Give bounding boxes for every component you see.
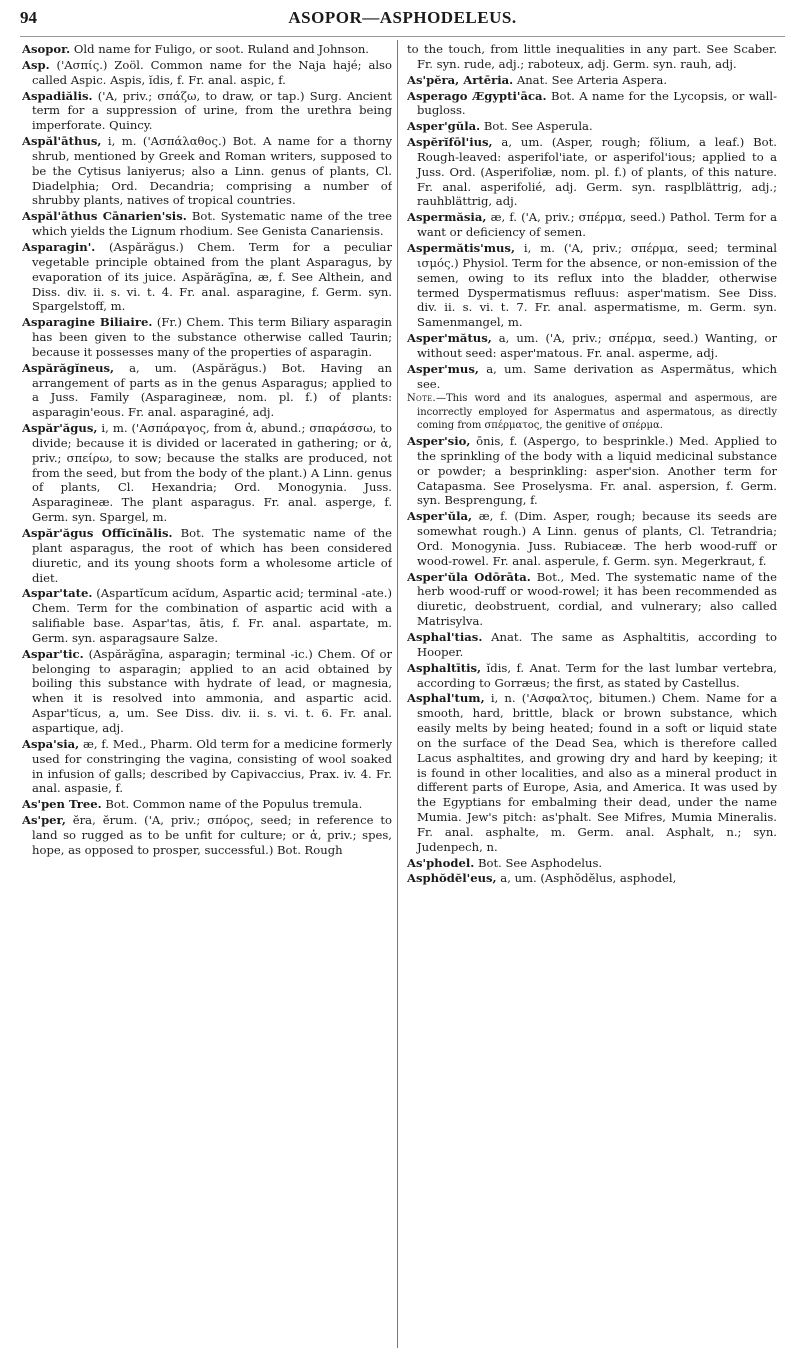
dictionary-entry xyxy=(22,813,392,858)
entry-definition: Bot. A name for the Lycopsis, or wall-bugloss. xyxy=(417,88,777,118)
dictionary-entry xyxy=(407,570,777,629)
entry-headword: Asperago Ægypti'āca. xyxy=(407,88,547,103)
entry-headword: As'pen Tree. xyxy=(22,797,102,812)
dictionary-entry xyxy=(22,361,392,420)
entry-definition: i, m. ('A, priv.; σπέρμα, seed; terminal ισμός.) Physiol. Term for the absence, or non-emission of the semen, owing to its reflux into the bladder, otherwise termed Dyspermatismus refluus: asper'matism. See Diss. div. ii. s. vi. t. 7. Fr. anal. aspermatisme, m. Germ. syn. Samenmangel, m. xyxy=(417,240,777,330)
dictionary-entry xyxy=(407,362,777,392)
running-head: ASOPOR—ASPHODELEUS. xyxy=(288,8,517,27)
entry-definition: (Aspartĭcum acĭdum, Aspartic acid; terminal -ate.) Chem. Term for the combination of aspartic acid with a salifiable base. Aspar'tas, ātis, f. Fr. anal. aspartate, m. Germ. syn. asparagsaure Salze. xyxy=(32,586,392,645)
entry-definition: æ, f. ('A, priv.; σπέρμα, seed.) Pathol. Term for a want or deficiency of semen. xyxy=(417,210,777,240)
entry-definition: a, um. Same derivation as Aspermătus, which see. xyxy=(417,361,777,391)
dictionary-entry xyxy=(22,737,392,796)
entry-headword: Aspăl'āthus Cānarien'sis. xyxy=(22,209,187,224)
dictionary-entry xyxy=(407,856,777,871)
entry-definition: Old name for Fuligo, or soot. Ruland and Johnson. xyxy=(70,42,369,56)
right-column xyxy=(407,42,777,1347)
entry-definition: —This word and its analogues, aspermal and aspermous, are incorrectly employed for Aspermatus and aspermatous, as directly coming from σπέρματος, the genitive of σπέρμα. xyxy=(417,393,777,431)
entry-headword: Asparagin'. xyxy=(22,239,96,254)
entry-definition: a, um. (Asper, rough; fŏlium, a leaf.) Bot. Rough-leaved: asperifol'iate, or asperifol'ious; applied to a Juss. Ord. (Asperifoliæ, nom. pl. f.) of plants, of this nature. Fr. anal. asperifolié, adj. Germ. syn. rasplblättrig, adj.; rauhblättrig, adj. xyxy=(417,135,777,209)
dictionary-entry xyxy=(407,509,777,568)
entry-headword: Asphaltītis, xyxy=(407,660,482,675)
entry-headword: Asper'ŭla, xyxy=(407,509,473,524)
entry-definition: a, um. ('A, priv.; σπέρμα, seed.) Wanting, or without seed: asper'matous. Fr. anal. asperme, adj. xyxy=(417,331,777,360)
dictionary-entry xyxy=(407,73,777,88)
entry-definition: ('Ασπίς.) Zoöl. Common name for the Naja hajé; also called Aspic. Aspis, ĭdis, f. Fr. anal. aspic, f. xyxy=(32,57,392,87)
entry-headword: Aspadiălis. xyxy=(22,88,93,103)
entry-definition: æ, f. Med., Pharm. Old term for a medicine formerly used for constringing the vagina, consisting of wool soaked in infusion of galls; described by Capivaccius, Prax. iv. 4. Fr. anal. aspasie, f. xyxy=(32,736,392,796)
dictionary-entry xyxy=(407,331,777,361)
entry-definition: (Fr.) Chem. This term Biliary asparagin has been given to the substance otherwise called Taurin; because it possesses many of the properties of asparagin. xyxy=(32,315,392,359)
entry-headword: Asp. xyxy=(22,57,50,72)
entry-definition: ōnis, f. (Aspergo, to besprinkle.) Med. Applied to the sprinkling of the body with a liquid medicinal substance or powder; a besprinkling: asper'sion. Another term for Catapasma. See Proselysma. Fr. anal. aspersion, f. Germ. syn. Besprengung, f. xyxy=(417,434,777,508)
entry-definition: æ, f. (Dim. Asper, rough; because its seeds are somewhat rough.) A Linn. genus of plants, Cl. Tetrandria; Ord. Monogynia. Juss. Rubiaceæ. The herb wood-ruff or wood-rowel. Fr. anal. asperule, f. Germ. syn. Megerkraut, f. xyxy=(417,509,777,568)
entry-headword: As'per, xyxy=(22,813,66,828)
dictionary-entry xyxy=(22,421,392,525)
entry-headword: Asper'mătus, xyxy=(407,331,492,346)
note-label: Note. xyxy=(407,393,436,405)
entry-definition: Bot. See Asphodelus. xyxy=(474,855,603,870)
dictionary-entry xyxy=(22,240,392,314)
entry-headword: Aspĕrĭfōl'ius, xyxy=(407,135,493,150)
dictionary-entry xyxy=(407,871,777,886)
dictionary-entry xyxy=(407,210,777,240)
dictionary-entry xyxy=(407,135,777,209)
page-number: 94 xyxy=(20,8,37,27)
entry-headword: Asphal'tum, xyxy=(407,691,485,706)
page-header xyxy=(20,8,785,34)
dictionary-entry xyxy=(22,89,392,134)
entry-definition: i, m. ('Ασπάλαθος.) Bot. A name for a thorny shrub, mentioned by Greek and Roman writers, supposed to be the Cytisus laniyerus; also a Linn. genus of plants, Cl. Diadelphia; Ord. Decandria; comprising a number of shrubby plants, natives of tropical countries. xyxy=(32,134,392,208)
entry-definition: (Aspărăgus.) Chem. Term for a peculiar vegetable principle obtained from the plant Asparagus, by evaporation of its juice. Aspărăgīna, æ, f. See Althein, and Diss. div. ii. s. vi. t. 4. Fr. anal. asparagine, f. Germ. syn. Spargelstoff, m. xyxy=(32,239,392,314)
entry-headword: Aspărăgĭneus, xyxy=(22,360,115,375)
entry-headword: Asphŏdĕl'eus, xyxy=(407,871,497,886)
entry-headword: Aspăl'āthus, xyxy=(22,134,102,149)
dictionary-entry xyxy=(22,315,392,360)
entry-definition: Bot. The systematic name of the plant asparagus, the root of which has been considered diuretic, and its young shoots form a wholesome article of diet. xyxy=(32,526,392,585)
entry-headword: Aspa'sia, xyxy=(22,736,80,751)
dictionary-entry xyxy=(407,89,777,119)
dictionary-entry xyxy=(22,42,392,57)
entry-headword: Aspăr'ăgus, xyxy=(22,421,98,436)
entry-definition: i, m. ('Ασπάραγος, from ἀ, abund.; σπαράσσω, to divide; because it is divided or lacerated in gathering; or ἀ, priv.; σπείρω, to sow; because the stalks are produced, not from the seed, but from the body of the plant.) A Linn. genus of plants, Cl. Hexandria; Ord. Monogynia. Juss. Asparagineæ. The plant asparagus. Fr. anal. asperge, f. Germ. syn. Spargel, m. xyxy=(32,421,392,525)
entry-headword: Asphal'tias. xyxy=(407,629,483,644)
entry-headword: Asper'gŭla. xyxy=(407,119,481,134)
dictionary-entry xyxy=(407,691,777,854)
entry-headword: Aspar'tate. xyxy=(22,586,93,601)
dictionary-entry xyxy=(407,241,777,330)
entry-definition: ĭdis, f. Anat. Term for the last lumbar vertebra, according to Gorræus; the first, as stated by Castellus. xyxy=(417,660,777,690)
entry-headword: As'phodel. xyxy=(407,855,475,870)
column-divider xyxy=(397,40,398,1348)
entry-definition: Bot. Systematic name of the tree which yields the Lignum rhodium. See Genista Canariensis. xyxy=(32,209,392,239)
entry-headword: Asper'mus, xyxy=(407,361,479,376)
entry-headword: Aspăr'ăgus Offĭcĭnālis. xyxy=(22,526,173,540)
entry-definition: Bot. See Asperula. xyxy=(480,119,593,134)
dictionary-entry xyxy=(407,630,777,660)
dictionary-entry xyxy=(22,797,392,812)
entry-headword: As'pĕra, Artēria. xyxy=(407,72,514,87)
entry-definition: Bot., Med. The systematic name of the herb wood-ruff or wood-rowel; it has been recommended as diuretic, deobstruent, cordial, and vulnerary; also called Matrisylva. xyxy=(417,569,777,629)
entry-headword: Aspermătis'mus, xyxy=(407,240,515,255)
dictionary-entry xyxy=(407,661,777,691)
dictionary-entry xyxy=(22,526,392,585)
dictionary-entry xyxy=(22,209,392,239)
usage-note xyxy=(407,392,777,432)
dictionary-entry xyxy=(22,58,392,88)
left-column xyxy=(22,42,392,1347)
entry-headword: Asopor. xyxy=(22,42,71,56)
entry-definition: a, um. (Aspărăgus.) Bot. Having an arrangement of parts as in the genus Asparagus; applied to a Juss. Family (Asparagineæ, nom. pl. f.) of plants: asparagin'eous. Fr. anal. asparaginé, adj. xyxy=(32,360,392,420)
entry-definition: i, n. ('Ασφαλτος, bitumen.) Chem. Name for a smooth, hard, brittle, black or brown substance, which easily melts by being heated; found in a soft or liquid state on the surface of the Dead Sea, which is therefore called Lacus asphaltites, and growing dry and hard by keeping; it is found in other localities, and also as a mineral product in different parts of Europe, Asia, and America. It was used by the Egyptians for embalming their dead, under the name Mumia. Jew's pitch: as'phalt. See Mifres, Mumia Mineralis. Fr. anal. asphalte, m. Germ. anal. Asphalt, n.; syn. Judenpech, n. xyxy=(417,691,777,854)
dictionary-entry xyxy=(407,42,777,72)
entry-definition: ('A, priv.; σπάζω, to draw, or tap.) Surg. Ancient term for a suppression of urine, from the urethra being imperforate. Quincy. xyxy=(32,88,392,133)
entry-headword: Asper'ŭla Odōrāta. xyxy=(407,569,531,584)
entry-definition: Anat. See Arteria Aspera. xyxy=(513,72,667,87)
entry-headword: Asper'sio, xyxy=(407,434,471,449)
dictionary-entry xyxy=(407,434,777,508)
entry-definition: to the touch, from little inequalities in any part. See Scaber. Fr. syn. rude, adj.; raboteux, adj. Germ. syn. rauh, adj. xyxy=(407,42,777,71)
entry-definition: (Aspărăgīna, asparagin; terminal -ic.) Chem. Of or belonging to asparagin; applied to an acid obtained by boiling this substance with hydrate of lead, or magnesia, when it is resolved into ammonia, and aspartic acid. Aspar'tĭcus, a, um. See Diss. div. ii. s. vi. t. 6. Fr. anal. aspartique, adj. xyxy=(32,646,392,735)
entry-headword: Asparagine Biliaire. xyxy=(22,315,153,330)
entry-definition: ĕra, ĕrum. ('A, priv.; σπόρος, seed; in reference to land so rugged as to be unfit for culture; or ἀ, priv.; spes, hope, as opposed to prosper, successful.) Bot. Rough xyxy=(32,813,392,857)
header-rule xyxy=(20,36,785,37)
entry-definition: Bot. Common name of the Populus tremula. xyxy=(101,797,363,812)
dictionary-entry xyxy=(22,586,392,645)
dictionary-entry xyxy=(22,134,392,208)
entry-definition: Anat. The same as Asphaltitis, according to Hooper. xyxy=(417,629,777,659)
entry-headword: Aspar'tic. xyxy=(22,646,84,661)
entry-definition: a, um. (Asphŏdĕlus, asphodel, xyxy=(496,871,677,886)
dictionary-entry xyxy=(22,647,392,736)
entry-headword: Aspermăsia, xyxy=(407,210,487,225)
dictionary-entry xyxy=(407,119,777,134)
